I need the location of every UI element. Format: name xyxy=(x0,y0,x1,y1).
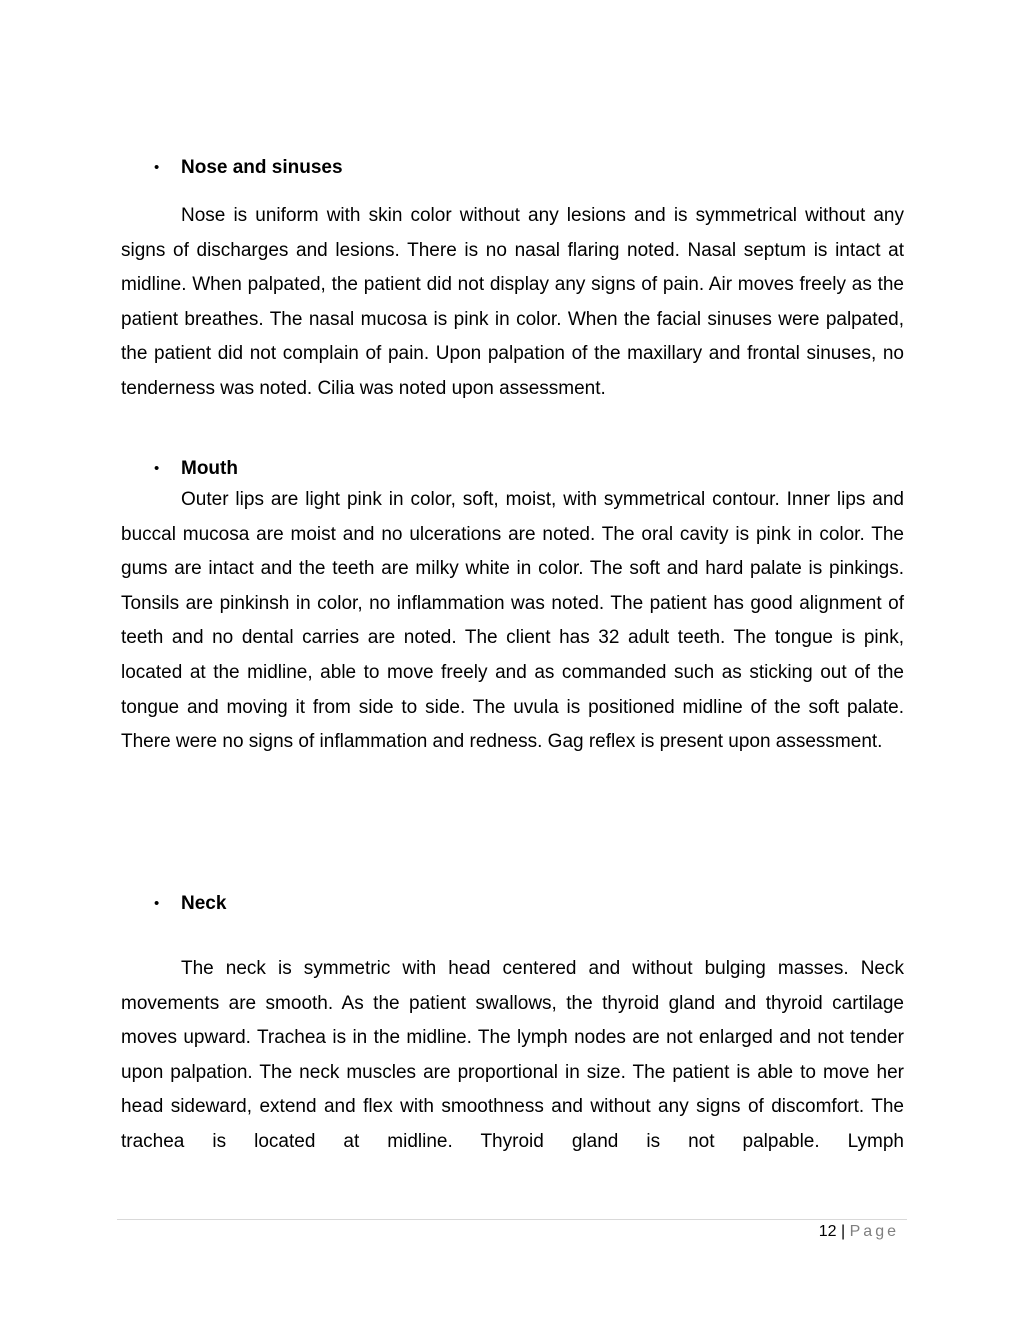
bullet-icon: • xyxy=(154,159,160,176)
section-heading: Mouth xyxy=(181,458,238,479)
section-heading-row xyxy=(121,892,904,916)
section-neck xyxy=(121,892,904,1160)
page-number: 12 xyxy=(818,1223,837,1240)
section-heading-row xyxy=(121,457,904,481)
section-paragraph: The neck is symmetric with head centered and without bulging masses. Neck movements are smooth. As the patient swallows, the thyroid gland and thyroid cartilage moves upward. Trachea is in the midline. The lymph nodes are not enlarged and not tender upon palpation. The neck muscles are proportional in size. The patient is able to move her head sideward, extend and flex with smoothness and without any signs of discomfort. The trachea is located at midline. Thyroid gland is not palpable. Lymph xyxy=(121,958,904,1152)
section-heading-row xyxy=(121,156,904,180)
section-nose-and-sinuses xyxy=(121,156,904,407)
page-label: Page xyxy=(849,1223,899,1240)
page-footer xyxy=(819,1221,899,1243)
section-paragraph: Outer lips are light pink in color, soft, moist, with symmetrical contour. Inner lips and buccal mucosa are moist and no ulcerations are noted. The oral cavity is pink in color. The gums are intact and the teeth are milky white in color. The soft and hard palate is pinkings. Tonsils are pinkinsh in color, no inflammation was noted. The patient has good alignment of teeth and no dental carries are noted. The client has 32 adult teeth. The tongue is pink, located at the midline, able to move freely and as commanded such as sticking out of the tongue and moving it from side to side. The uvula is positioned midline of the soft palate. There were no signs of inflammation and redness. Gag reflex is present upon assessment. xyxy=(121,489,904,753)
section-heading: Neck xyxy=(181,893,227,914)
bullet-icon: • xyxy=(154,895,160,912)
section-mouth xyxy=(121,457,904,760)
footer-divider xyxy=(117,1219,907,1220)
footer-separator: | xyxy=(841,1223,846,1240)
section-paragraph: Nose is uniform with skin color without any lesions and is symmetrical without any signs of discharges and lesions. There is no nasal flaring noted. Nasal septum is intact at midline. When palpated, the patient did not display any signs of pain. Air moves freely as the patient breathes. The nasal mucosa is pink in color. When the facial sinuses were palpated, the patient did not complain of pain. Upon palpation of the maxillary and frontal sinuses, no tenderness was noted. Cilia was noted upon assessment. xyxy=(121,205,904,399)
section-heading: Nose and sinuses xyxy=(181,157,343,178)
bullet-icon: • xyxy=(154,460,160,477)
